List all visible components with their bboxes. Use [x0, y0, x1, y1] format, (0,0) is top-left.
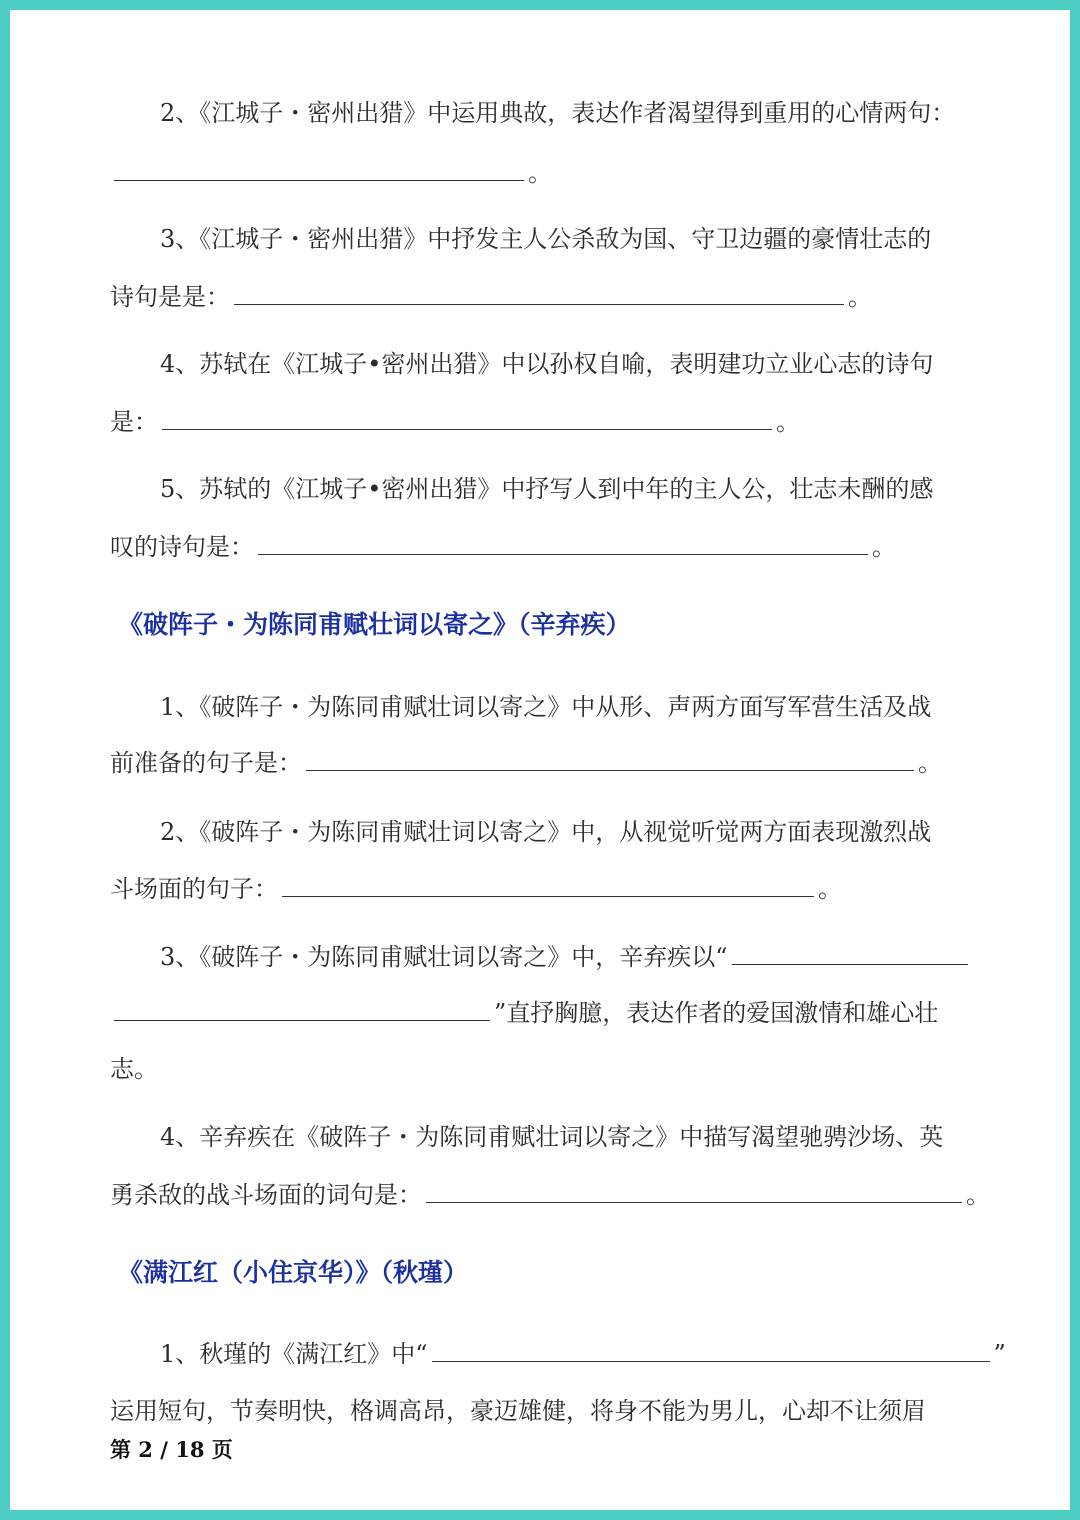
- question-line: 运用短句，节奏明快，格调高昂，豪迈雄健，将身不能为男儿，心却不让须眉: [110, 1397, 926, 1425]
- question-line: 斗场面的句子： 。: [110, 875, 842, 903]
- answer-blank[interactable]: [114, 1019, 490, 1021]
- question-line: 3、《江城子・密州出猎》中抒发主人公杀敌为国、守卫边疆的豪情壮志的: [160, 225, 932, 253]
- answer-blank[interactable]: [258, 553, 868, 555]
- question-line: 是： 。: [110, 408, 800, 436]
- answer-blank[interactable]: [234, 303, 844, 305]
- question-line: 2、《江城子・密州出猎》中运用典故，表达作者渴望得到重用的心情两句：: [160, 99, 956, 127]
- question-line: 志。: [110, 1055, 158, 1083]
- question-line: 5、苏轼的《江城子•密州出猎》中抒写人到中年的主人公，壮志未酬的感: [160, 475, 934, 503]
- question-line: 1、《破阵子・为陈同甫赋壮词以寄之》中从形、声两方面写军营生活及战: [160, 693, 932, 721]
- answer-blank[interactable]: [282, 895, 814, 897]
- document-page: [10, 10, 1070, 1510]
- question-line: 2、《破阵子・为陈同甫赋壮词以寄之》中，从视觉听觉两方面表现激烈战: [160, 818, 932, 846]
- question-line: 4、辛弃疾在《破阵子・为陈同甫赋壮词以寄之》中描写渴望驰骋沙场、英: [160, 1123, 944, 1151]
- answer-blank[interactable]: [732, 963, 968, 965]
- answer-blank[interactable]: [162, 428, 772, 430]
- section-heading: 《满江红（小住京华）》（秋瑾）: [118, 1258, 469, 1287]
- question-line: 勇杀敌的战斗场面的词句是： 。: [110, 1181, 990, 1209]
- question-line: 4、苏轼在《江城子•密州出猎》中以孙权自喻，表明建功立业心志的诗句: [160, 350, 934, 378]
- question-line: 3、《破阵子・为陈同甫赋壮词以寄之》中，辛弃疾以“: [160, 940, 972, 974]
- question-line: 前准备的句子是： 。: [110, 749, 942, 777]
- answer-blank[interactable]: [426, 1201, 962, 1203]
- answer-line: 。: [110, 156, 552, 190]
- question-line: 叹的诗句是： 。: [110, 533, 896, 561]
- answer-blank[interactable]: [114, 179, 524, 181]
- answer-blank[interactable]: [306, 769, 914, 771]
- question-line: 1、秋瑾的《满江红》中“ ”: [160, 1340, 1006, 1368]
- answer-blank[interactable]: [432, 1360, 990, 1362]
- question-line: ”直抒胸臆，表达作者的爱国激情和雄心壮: [110, 996, 938, 1030]
- page-number: 第 2 / 18 页: [110, 1437, 233, 1462]
- question-line: 诗句是是： 。: [110, 283, 872, 311]
- section-heading: 《破阵子・为陈同甫赋壮词以寄之》（辛弃疾）: [118, 610, 631, 639]
